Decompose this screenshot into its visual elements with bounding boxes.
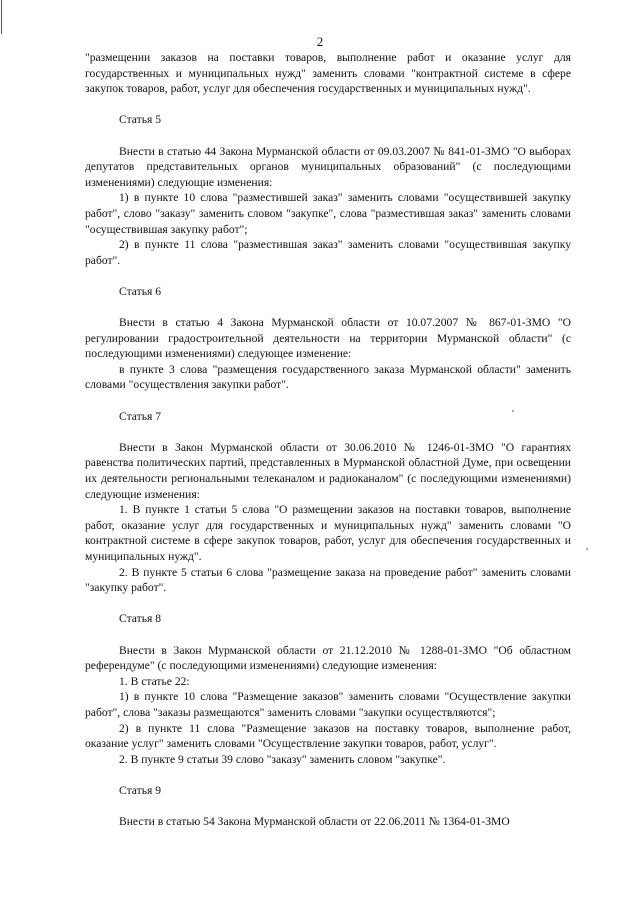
scan-speck bbox=[586, 548, 588, 550]
continuation-paragraph: "размещении заказов на поставки товаров, выполнение работ и оказание услуг для государственных и муниципальных нужд" заменить словами "контрактной системе в сфере закупок товаров, работ, услуг для обеспечения государственных и муниципальных нужд". bbox=[85, 51, 571, 96]
article-7-heading: Статья 7 bbox=[119, 409, 162, 423]
article-8-heading: Статья 8 bbox=[119, 612, 162, 626]
article-5-item-2: 2) в пункте 11 слова "разместившая заказ" заменить словами "осуществившая закупку работ". bbox=[85, 238, 571, 267]
article-8-item-1: 1. В статье 22: bbox=[119, 674, 190, 688]
article-9-heading: Статья 9 bbox=[119, 783, 162, 797]
article-7-item-2: 2. В пункте 5 статьи 6 слова "размещение заказа на проведение работ" заменить словами "закупку работ". bbox=[85, 565, 571, 595]
article-9-intro: Внести в статью 54 Закона Мурманской области от 22.06.2011 № 1364-01-ЗМО bbox=[119, 815, 510, 829]
document-body bbox=[85, 50, 571, 830]
article-8-intro: Внести в Закон Мурманской области от 21.12.2010 № 1288-01-ЗМО "Об областном референдуме" (с последующими изменениями) следующие изменения: bbox=[85, 643, 571, 673]
article-5-intro: Внести в статью 44 Закона Мурманской области от 09.03.2007 № 841-01-ЗМО "О выборах депутатов представительных органов муниципальных образований" (с последующими изменениями) следующие изменения: bbox=[85, 144, 571, 189]
article-6-intro: Внести в статью 4 Закона Мурманской области от 10.07.2007 № 867-01-ЗМО "О регулировании градостроительной деятельности на территории Мурманской области" (с последующими изменениями) следующее изменение: bbox=[85, 316, 571, 361]
article-8-item-4: 2. В пункте 9 статьи 39 слово "заказу" заменить словом "закупке". bbox=[119, 752, 446, 766]
article-6-heading: Статья 6 bbox=[119, 284, 162, 298]
article-6-item-1: в пункте 3 слова "размещения государственного заказа Мурманской области" заменить словами "осуществления закупки работ". bbox=[85, 362, 571, 392]
article-5-heading: Статья 5 bbox=[119, 113, 162, 127]
page-number: 2 bbox=[316, 34, 324, 49]
article-8-item-3: 2) в пункте 11 слова "Размещение заказов на поставку товаров, выполнение работ, оказание услуг" заменить словами "Осуществление закупки товаров, работ, услуг". bbox=[85, 721, 571, 751]
article-8-item-2: 1) в пункте 10 слова "Размещение заказов" заменить словами "Осуществление закупки работ", слова "заказы размещаются" заменить словами "закупки осуществляются"; bbox=[85, 690, 571, 719]
article-5-item-1: 1) в пункте 10 слова "разместившей заказ" заменить словами "осуществившей закупку работ", слово "заказу" заменить словом "закупке", слова "разместившая заказ" заменить словами "осуществившая закупку работ"; bbox=[85, 191, 571, 236]
article-7-item-1: 1. В пункте 1 статьи 5 слова "О размещении заказов на поставки товаров, выполнение работ, оказание услуг для государственных и муниципальных нужд" заменить словами "О контрактной системе в сфере закупок товаров, работ, услуг для обеспечения государственных и муниципальных нужд". bbox=[85, 503, 571, 563]
article-7-intro: Внести в Закон Мурманской области от 30.06.2010 № 1246-01-ЗМО "О гарантиях равенства политических партий, представленных в Мурманской областной Думе, при освещении их деятельности региональными телеканалом и радиоканалом" (с последующими изменениями) следующие изменения: bbox=[85, 440, 571, 501]
scan-edge-mark bbox=[1, 0, 2, 34]
